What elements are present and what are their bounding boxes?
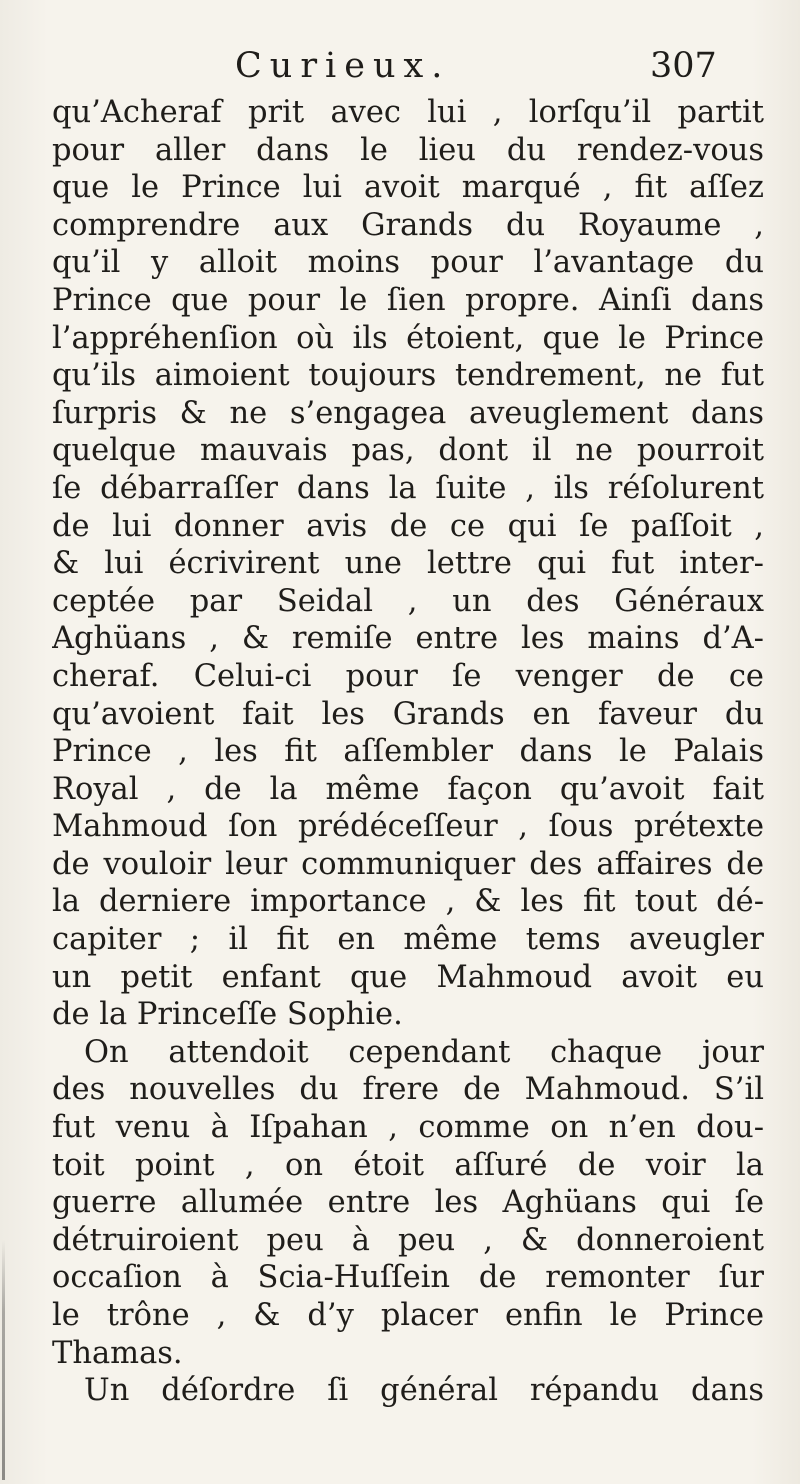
text-line: qu’avoient fait les Grands en faveur du: [52, 696, 764, 732]
text-line: quelque mauvais pas, dont il ne pourroit: [52, 433, 764, 469]
page-edge-shadow: [2, 1240, 5, 1480]
text-line: Royal , de la même façon qu’avoit fait: [52, 771, 764, 807]
text-line: qu’Acheraf prit avec lui , lorſqu’il partit: [52, 95, 764, 130]
text-line: guerre allumée entre les Aghüans qui ſe: [52, 1185, 764, 1221]
body-text: [52, 94, 764, 1410]
text-line: toit point , on étoit aſſuré de voir la: [52, 1147, 764, 1183]
text-line: le trône , & d’y placer enfin le Prince: [52, 1298, 764, 1333]
text-line: ſe débarraſſer dans la ſuite , ils réſolurent: [52, 470, 764, 506]
text-line: ceptée par Seidal , un des Généraux: [52, 583, 764, 619]
text-line: qu’ils aimoient toujours tendrement, ne fut: [52, 358, 764, 394]
text-line: Un déſordre ſi général répandu dans: [84, 1373, 764, 1409]
text-line: de la Princeſſe Sophie.: [52, 997, 403, 1033]
text-line: Thamas.: [52, 1335, 183, 1371]
text-line: la derniere importance , & les fit tout dé-: [52, 884, 764, 920]
text-line: de lui donner avis de ce qui ſe paſſoit ,: [52, 508, 764, 544]
text-line: pour aller dans le lieu du rendez-vous: [52, 132, 764, 168]
running-head: Curieux.: [235, 46, 451, 86]
text-line: un petit enfant que Mahmoud avoit eu: [52, 959, 764, 995]
text-line: l’appréhenſion où ils étoient, que le Prince: [52, 320, 764, 356]
text-line: Prince que pour le ſien propre. Ainſi dans: [52, 282, 764, 318]
text-line: fut venu à Iſpahan , comme on n’en dou-: [52, 1110, 764, 1146]
text-line: occaſion à Scia-Huſſein de remonter ſur: [52, 1260, 764, 1296]
text-line: cheraf. Celui-ci pour ſe venger de ce: [52, 658, 764, 694]
text-line: capiter ; il fit en même tems aveugler: [52, 922, 764, 958]
text-line: Aghüans , & remiſe entre les mains d’A-: [52, 621, 764, 657]
text-line: On attendoit cependant chaque jour: [84, 1034, 764, 1070]
text-line: qu’il y alloit moins pour l’avantage du: [52, 245, 764, 281]
page-header: [0, 46, 800, 92]
text-line: ſurpris & ne s’engagea aveuglement dans: [52, 395, 764, 431]
page-number: 307: [650, 46, 717, 86]
text-line: détruiroient peu à peu , & donneroient: [52, 1222, 764, 1258]
text-line: comprendre aux Grands du Royaume ,: [52, 207, 764, 243]
text-line: & lui écrivirent une lettre qui fut inter-: [52, 546, 764, 582]
text-line: des nouvelles du frere de Mahmoud. S’il: [52, 1072, 764, 1108]
text-line: de vouloir leur communiquer des affaires de: [52, 846, 764, 882]
text-line: Mahmoud ſon prédéceſſeur , ſous prétexte: [52, 809, 764, 845]
text-line: que le Prince lui avoit marqué , fit aſſez: [52, 170, 764, 206]
text-line: Prince , les fit aſſembler dans le Palais: [52, 734, 764, 770]
